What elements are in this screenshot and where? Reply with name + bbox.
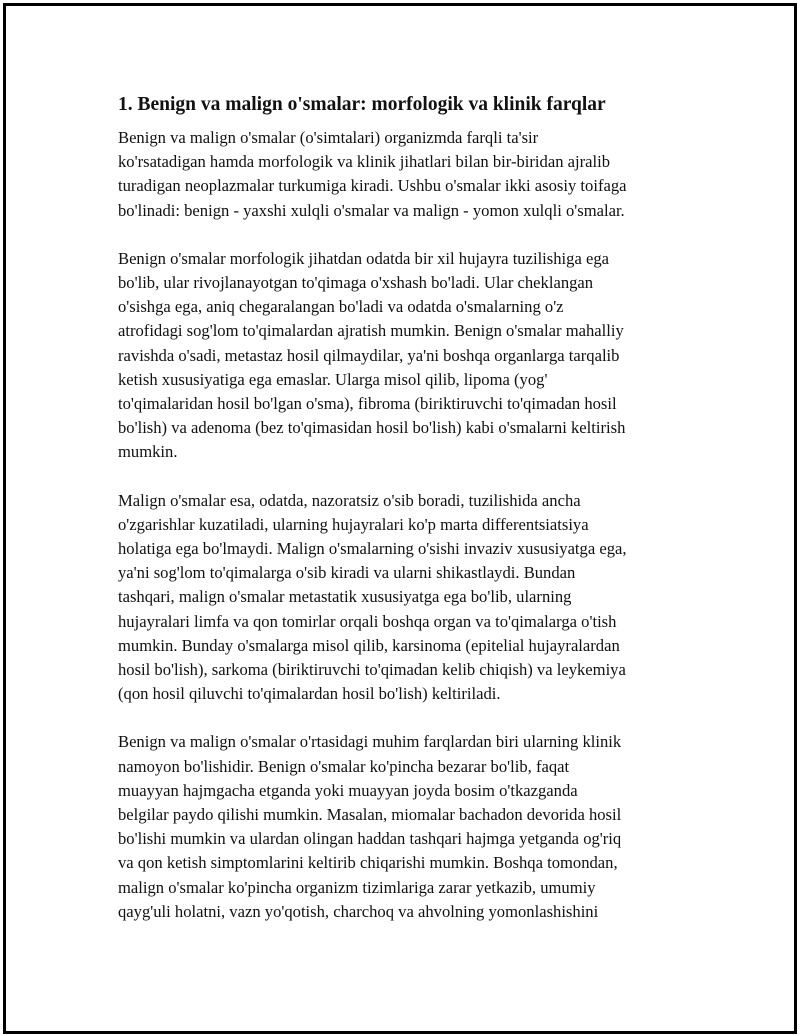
text-line: mumkin. Bunday o'smalarga misol qilib, karsinoma (epitelial hujayralardan [118, 635, 620, 655]
text-line: ko'rsatadigan hamda morfologik va klinik jihatlari bilan bir-biridan ajralib [118, 152, 611, 172]
text-line: qayg'uli holatni, vazn yo'qotish, charchoq va ahvolning yomonlashishini [118, 901, 599, 921]
paragraph-benign [118, 247, 693, 465]
text-line: holatiga ega bo'lmaydi. Malign o'smalarning o'sishi invaziv xususiyatga ega, [118, 539, 627, 559]
paragraph-malign [118, 489, 693, 707]
text-line: malign o'smalar ko'pincha organizm tizimlariga zarar yetkazib, umumiy [118, 877, 596, 897]
text-line: ya'ni sog'lom to'qimalarga o'sib kiradi va ularni shikastlaydi. Bundan [118, 563, 576, 583]
text-line: muayyan hajmgacha etganda yoki muayyan joyda bosim o'tkazganda [118, 780, 578, 800]
text-line: Malign o'smalar esa, odatda, nazoratsiz o'sib boradi, tuzilishida ancha [118, 490, 581, 510]
text-line: Benign va malign o'smalar o'rtasidagi muhim farqlardan biri ularning klinik [118, 732, 622, 752]
text-line: o'zgarishlar kuzatiladi, ularning hujayralari ko'p marta differentsiatsiya [118, 514, 589, 534]
text-line: ravishda o'sadi, metastaz hosil qilmaydilar, ya'ni boshqa organlarga tarqalib [118, 345, 620, 365]
text-line: (qon hosil qiluvchi to'qimalardan hosil bo'lish) keltiriladi. [118, 684, 501, 704]
text-line: mumkin. [118, 442, 178, 462]
text-line: tashqari, malign o'smalar metastatik xususiyatga ega bo'lib, ularning [118, 587, 572, 607]
text-line: bo'lish) va adenoma (bez to'qimasidan hosil bo'lish) kabi o'smalarni keltirish [118, 418, 626, 438]
paragraph-intro [118, 126, 693, 223]
text-line: hosil bo'lish), sarkoma (biriktiruvchi to'qimadan kelib chiqish) va leykemiya [118, 660, 626, 680]
paragraph-clinical [118, 730, 693, 924]
text-line: namoyon bo'lishidir. Benign o'smalar ko'pincha bezarar bo'lib, faqat [118, 756, 570, 776]
text-line: to'qimalaridan hosil bo'lgan o'sma), fibroma (biriktiruvchi to'qimadan hosil [118, 394, 617, 414]
text-line: turadigan neoplazmalar turkumiga kiradi. Ushbu o'smalar ikki asosiy toifaga [118, 176, 627, 196]
section-heading: 1. Benign va malign o'smalar: morfologik va klinik farqlar [118, 94, 606, 115]
text-line: bo'linadi: benign - yaxshi xulqli o'smalar va malign - yomon xulqli o'smalar. [118, 200, 625, 220]
document-body [118, 92, 693, 948]
text-line: hujayralari limfa va qon tomirlar orqali boshqa organ va to'qimalarga o'tish [118, 611, 617, 631]
text-line: o'sishga ega, aniq chegaralangan bo'ladi va odatda o'smalarning o'z [118, 297, 564, 317]
text-line: bo'lishi mumkin va ulardan olingan haddan tashqari hajmga yetganda og'riq [118, 829, 622, 849]
text-line: va qon ketish simptomlarini keltirib chiqarishi mumkin. Boshqa tomondan, [118, 853, 618, 873]
text-line: Benign va malign o'smalar (o'simtalari) organizmda farqli ta'sir [118, 128, 539, 147]
text-line: Benign o'smalar morfologik jihatdan odatda bir xil hujayra tuzilishiga ega [118, 248, 609, 268]
text-line: ketish xususiyatiga ega emaslar. Ularga misol qilib, lipoma (yog' [118, 369, 548, 389]
text-line: atrofidagi sog'lom to'qimalardan ajratish mumkin. Benign o'smalar mahalliy [118, 321, 624, 341]
text-line: belgilar paydo qilishi mumkin. Masalan, miomalar bachadon devorida hosil [118, 805, 622, 825]
text-line: bo'lib, ular rivojlanayotgan to'qimaga o'xshash bo'ladi. Ular cheklangan [118, 273, 594, 293]
